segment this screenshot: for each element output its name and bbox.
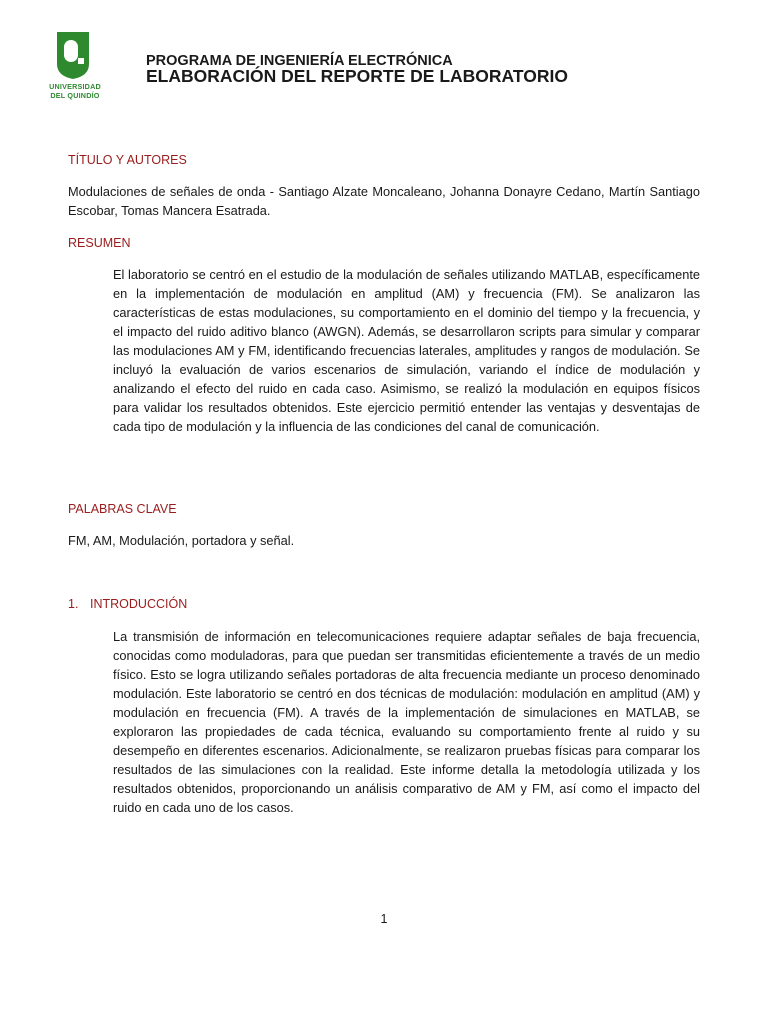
paragraph-abstract: El laboratorio se centró en el estudio de la modulación de señales utilizando MATLAB, específicamente en la implementación de modulación en amplitud (AM) y frecuencia (FM). Se analizaron las características de estas modulaciones, su comportamiento en el dominio del tiempo y la frecuencia, y el impacto del ruido aditivo blanco (AWGN). Además, se desarrollaron scripts para simular y comparar las modulaciones AM y FM, identificando frecuencias laterales, amplitudes y rangos de modulación. Se incluyó la evaluación de varios escenarios de simulación, variando el índice de modulación y analizando el efecto del ruido en cada caso. Asimismo, se realizó la modulación en equipos físicos para validar los resultados obtenidos. Este ejercicio permitió entender las ventajas y desventajas de cada tipo de modulación y la influencia de las condiciones del canal de comunicación. [113, 267, 700, 434]
heading-abstract: RESUMEN [68, 236, 131, 250]
logo-line-1: UNIVERSIDAD [49, 82, 101, 91]
heading-introduction [68, 596, 187, 612]
heading-title-authors: TÍTULO Y AUTORES [68, 153, 187, 167]
paragraph-keywords: FM, AM, Modulación, portadora y señal. [68, 533, 295, 548]
heading-keywords: PALABRAS CLAVE [68, 502, 177, 516]
paragraph-title-authors: Modulaciones de señales de onda - Santiago Alzate Moncaleano, Johanna Donayre Cedano, Martín Santiago Escobar, Tomas Mancera Esatrada. [68, 184, 700, 218]
logo-text [46, 82, 104, 100]
university-shield-icon [54, 30, 92, 80]
logo-line-2: DEL QUINDÍO [50, 91, 100, 100]
program-name: PROGRAMA DE INGENIERÍA ELECTRÓNICA [146, 53, 453, 69]
section-number: 1. [68, 597, 79, 611]
document-title: ELABORACIÓN DEL REPORTE DE LABORATORIO [146, 66, 568, 86]
university-logo [46, 30, 104, 104]
page-number: 1 [380, 912, 388, 926]
section-heading-text: INTRODUCCIÓN [90, 597, 188, 611]
paragraph-introduction: La transmisión de información en telecomunicaciones requiere adaptar señales de baja frecuencia, conocidas como moduladoras, para que puedan ser transmitidas eficientemente a través de un medio físico. Esto se logra utilizando señales portadoras de alta frecuencia mediante un proceso denominado modulación. Este laboratorio se centró en dos técnicas de modulación: modulación en amplitud (AM) y modulación en frecuencia (FM). A través de la implementación de simulaciones en MATLAB, se exploraron las propiedades de cada técnica, evaluando su comportamiento frente al ruido y su desempeño en diferentes escenarios. Adicionalmente, se realizaron pruebas físicas para comparar los resultados de las simulaciones con la realidad. Este informe detalla la metodología utilizada y los resultados obtenidos, proporcionando un análisis comparativo de AM y FM, así como el impacto del ruido en cada uno de los casos. [113, 629, 700, 815]
